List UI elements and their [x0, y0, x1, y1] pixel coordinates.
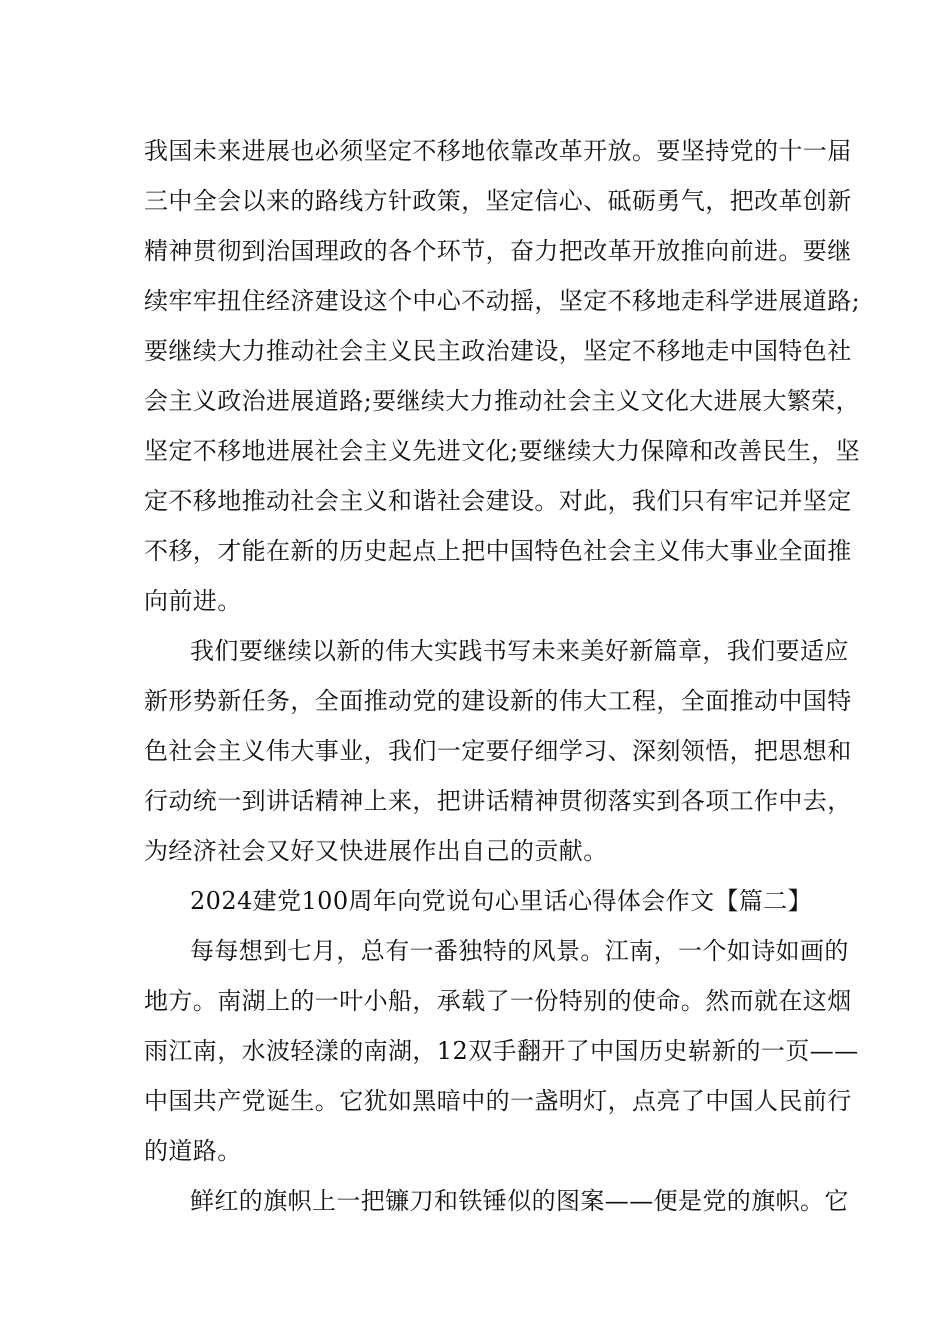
text-line: 地方。南湖上的一叶小船，承载了一份特别的使命。然而就在这烟: [144, 987, 852, 1015]
text-line: 新形势新任务，全面推动党的建设新的伟大工程，全面推动中国特: [144, 687, 852, 715]
text-line: 精神贯彻到治国理政的各个环节，奋力把改革开放推向前进。要继: [144, 237, 852, 265]
text-line: 的道路。: [144, 1137, 242, 1165]
text-line: 不移，才能在新的历史起点上把中国特色社会主义伟大事业全面推: [144, 537, 852, 565]
text-line: 会主义政治进展道路;要继续大力推动社会主义文化大进展大繁荣，: [144, 387, 861, 415]
text-line: 雨江南，水波轻漾的南湖，12双手翻开了中国历史崭新的一页——: [144, 1037, 859, 1065]
section-heading: 2024建党100周年向党说句心里话心得体会作文【篇二】: [190, 887, 813, 915]
text-line: 行动统一到讲话精神上来，把讲话精神贯彻落实到各项工作中去，: [144, 787, 852, 815]
text-line: 三中全会以来的路线方针政策，坚定信心、砥砺勇气，把改革创新: [144, 187, 852, 215]
text-line: 我国未来进展也必须坚定不移地依靠改革开放。要坚持党的十一届: [144, 137, 852, 165]
paragraph-first-line: 每每想到七月，总有一番独特的风景。江南，一个如诗如画的: [190, 937, 849, 965]
text-line: 定不移地推动社会主义和谐社会建设。对此，我们只有牢记并坚定: [144, 487, 852, 515]
paragraph-first-line: 我们要继续以新的伟大实践书写未来美好新篇章，我们要适应: [190, 637, 849, 665]
text-line: 中国共产党诞生。它犹如黑暗中的一盏明灯，点亮了中国人民前行: [144, 1087, 852, 1115]
text-line: 续牢牢扭住经济建设这个中心不动摇，坚定不移地走科学进展道路;: [144, 287, 861, 315]
text-line: 坚定不移地进展社会主义先进文化;要继续大力保障和改善民生，坚: [144, 437, 861, 465]
text-line: 要继续大力推动社会主义民主政治建设，坚定不移地走中国特色社: [144, 337, 852, 365]
paragraph-first-line: 鲜红的旗帜上一把镰刀和铁锤似的图案——便是党的旗帜。它: [190, 1187, 849, 1215]
text-line: 向前进。: [144, 587, 242, 615]
text-line: 为经济社会又好又快进展作出自己的贡献。: [144, 837, 608, 865]
text-line: 色社会主义伟大事业，我们一定要仔细学习、深刻领悟，把思想和: [144, 737, 852, 765]
